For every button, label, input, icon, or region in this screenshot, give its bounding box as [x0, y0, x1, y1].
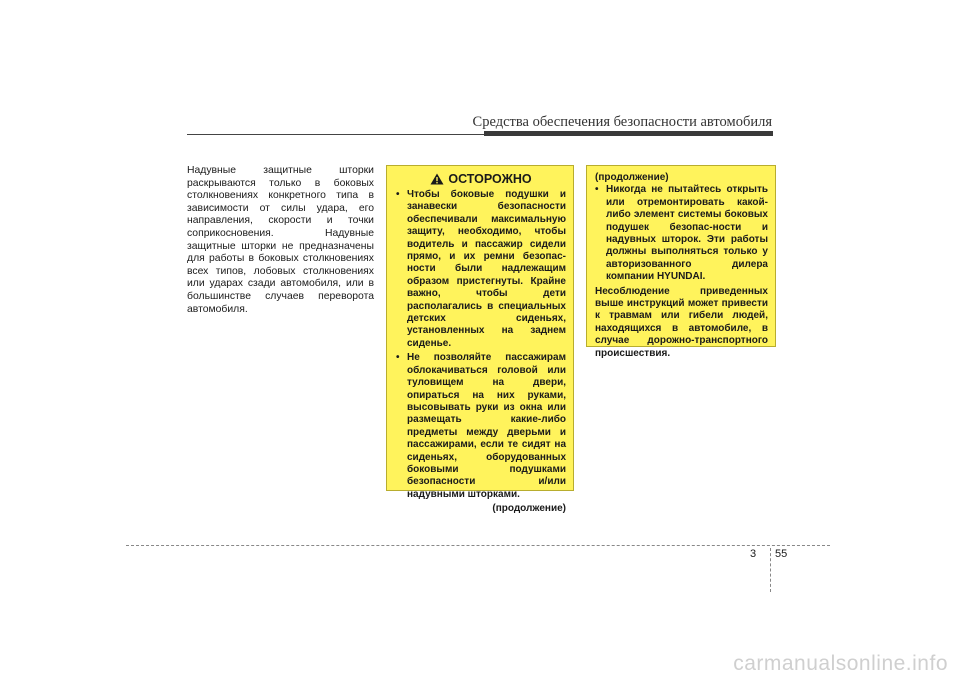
warning-box	[386, 165, 574, 515]
continuation-box	[586, 165, 776, 359]
continued-note: (продолжение)	[492, 503, 566, 515]
body-paragraph: Надувные защитные шторки раскрываются только в боковых столкновениях конкретного типа в зависимости от силы удара, его направления, скорости и точки соприкосновения. Надувные защитные шторки не предназначены для работы в боковых столкновениях всех типов, лобовых столкновениях или ударах сзади автомобиля, или в большинстве случаев переворота автомобиля.	[187, 165, 374, 315]
section-title: Средства обеспечения безопасности автомобиля	[472, 114, 772, 130]
warning-list	[396, 189, 566, 501]
warning-triangle-icon	[430, 173, 444, 185]
section-number: 3	[750, 548, 757, 560]
warning-item: • Не позволяйте пассажирам облокачиваться головой или туловищем на двери, опираться на них руками, высовывать руки из окна или размещать какие-либо предметы между дверьми и пассажирами, если те сидят на сиденьях, оборудованных боковыми подушками безопасности и/или надувными шторками.	[396, 352, 566, 501]
warning-title: ОСТОРОЖНО	[448, 172, 532, 186]
page-number: 55	[775, 548, 788, 560]
body-text-column	[187, 165, 374, 316]
page-divider	[770, 548, 771, 592]
warning-heading	[396, 172, 566, 186]
continuation-paragraph: Несоблюдение приведенных выше инструкций может привести к травмам или гибели людей, находящихся в автомобиле, в случае дорожно-транспортного происшествия.	[595, 285, 768, 359]
continuation-list	[595, 184, 768, 283]
continuation-label: (продолжение)	[595, 172, 669, 183]
footer-rule	[126, 545, 830, 546]
watermark: carmanualsonline.info	[733, 652, 948, 675]
header-rule-accent	[484, 131, 773, 136]
continuation-item: • Никогда не пытайтесь открыть или отремонтировать какой-либо элемент системы боковых подушек безопас-ности и надувных шторок. Эти работы должны выполняться только у авторизованного дилера компании HYUNDAI.	[595, 184, 768, 283]
warning-item: • Чтобы боковые подушки и занавески безопасности обеспечивали максимальную защиту, необходимо, чтобы водитель и пассажир сидели прямо, и их ремни безопас-ности были надлежащим образом пристегнуты. Крайне важно, чтобы дети располагались в специальных детских сиденьях, установленных на заднем сиденье.	[396, 189, 566, 350]
